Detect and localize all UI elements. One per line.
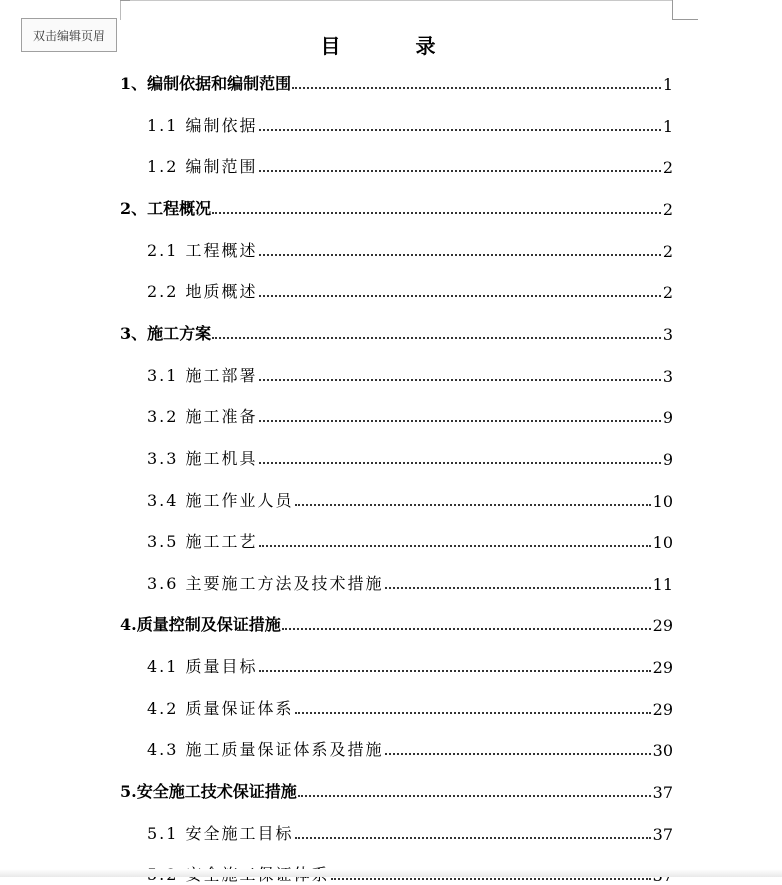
- toc-dot-leader: [298, 795, 651, 797]
- toc-dot-leader: [292, 87, 661, 89]
- toc-entry-label: 1.1 编制依据: [147, 116, 258, 135]
- toc-page-number: 2: [662, 283, 673, 302]
- toc-entry-label: 3.1 施工部署: [147, 366, 258, 385]
- toc-dot-leader: [259, 462, 661, 464]
- margin-corner-mark: [120, 0, 130, 1]
- toc-entry-label: 4.2 质量保证体系: [147, 699, 294, 718]
- margin-corner-mark: [120, 0, 121, 20]
- toc-page-number: 29: [652, 700, 673, 719]
- toc-subentry[interactable]: [147, 695, 673, 719]
- toc-subentry[interactable]: [147, 528, 673, 552]
- toc-title: 目 录: [320, 34, 470, 58]
- edit-header-button[interactable]: 双击编辑页眉: [21, 18, 117, 52]
- toc-dot-leader: [385, 753, 651, 755]
- page-top-border: [120, 0, 673, 1]
- toc-entry-label: 1、编制依据和编制范围: [120, 74, 292, 93]
- toc-subentry[interactable]: [147, 445, 673, 469]
- toc-subentry[interactable]: [147, 820, 673, 844]
- toc-heading-entry[interactable]: [120, 778, 673, 802]
- toc-entry-label: 2.2 地质概述: [147, 282, 258, 301]
- page-bottom-edge: [0, 869, 782, 877]
- toc-dot-leader: [259, 420, 661, 422]
- toc-heading-entry[interactable]: [120, 70, 673, 94]
- toc-entry-label: 5.1 安全施工目标: [147, 824, 294, 843]
- toc-page-number: 9: [662, 450, 673, 469]
- toc-dot-leader: [331, 878, 651, 880]
- toc-page-number: 37: [652, 783, 673, 802]
- toc-subentry[interactable]: [147, 153, 673, 177]
- toc-dot-leader: [259, 545, 651, 547]
- toc-entry-label: 3.5 施工工艺: [147, 532, 258, 551]
- toc-page-number: 2: [662, 242, 673, 261]
- toc-entry-label: 3.2 施工准备: [147, 407, 258, 426]
- toc-page-number: 29: [652, 658, 673, 677]
- toc-entry-label: 2.1 工程概述: [147, 241, 258, 260]
- toc-subentry[interactable]: [147, 487, 673, 511]
- toc-page-number: 3: [662, 367, 673, 386]
- toc-page-number: 30: [652, 741, 673, 760]
- toc-dot-leader: [212, 337, 661, 339]
- toc-subentry[interactable]: [147, 403, 673, 427]
- toc-page-number: 37: [652, 825, 673, 844]
- toc-dot-leader: [295, 504, 651, 506]
- toc-page-number: 11: [652, 575, 673, 594]
- toc-dot-leader: [212, 212, 661, 214]
- toc-entry-label: 4.质量控制及保证措施: [120, 615, 281, 634]
- toc-page-number: 29: [652, 616, 673, 635]
- toc-dot-leader: [259, 254, 661, 256]
- toc-entry-label: 3.3 施工机具: [147, 449, 258, 468]
- toc-dot-leader: [259, 670, 651, 672]
- toc-subentry[interactable]: [147, 653, 673, 677]
- toc-heading-entry[interactable]: [120, 195, 673, 219]
- toc-page-number: 10: [652, 492, 673, 511]
- toc-page-number: 1: [662, 117, 673, 136]
- toc-subentry[interactable]: [147, 237, 673, 261]
- toc-page-number: 9: [662, 408, 673, 427]
- toc-entry-label: 4.1 质量目标: [147, 657, 258, 676]
- margin-corner-mark: [672, 0, 673, 20]
- toc-page-number: 2: [662, 158, 673, 177]
- toc-dot-leader: [295, 837, 651, 839]
- toc-entry-label: 1.2 编制范围: [147, 157, 258, 176]
- toc-entry-label: 5.安全施工技术保证措施: [120, 782, 297, 801]
- toc-entry-label: 4.3 施工质量保证体系及措施: [147, 740, 384, 759]
- toc-entry-label: 3、施工方案: [120, 324, 212, 343]
- toc-subentry[interactable]: [147, 278, 673, 302]
- toc-dot-leader: [259, 379, 661, 381]
- toc-page-number: 10: [652, 533, 673, 552]
- toc-subentry[interactable]: [147, 112, 673, 136]
- toc-entry-label: 2、工程概况: [120, 199, 212, 218]
- toc-subentry[interactable]: [147, 362, 673, 386]
- toc-page-number: 1: [662, 75, 673, 94]
- toc-entry-label: 3.4 施工作业人员: [147, 491, 294, 510]
- toc-entry-label: 3.6 主要施工方法及技术措施: [147, 574, 384, 593]
- toc-dot-leader: [259, 295, 661, 297]
- toc-page-number: 3: [662, 325, 673, 344]
- toc-dot-leader: [259, 129, 661, 131]
- toc-dot-leader: [282, 628, 651, 630]
- toc-heading-entry[interactable]: [120, 611, 673, 635]
- margin-corner-mark: [672, 19, 698, 20]
- toc-dot-leader: [295, 712, 651, 714]
- toc-dot-leader: [259, 170, 661, 172]
- toc-dot-leader: [385, 587, 651, 589]
- toc-heading-entry[interactable]: [120, 320, 673, 344]
- toc-subentry[interactable]: [147, 736, 673, 760]
- toc-page-number: 2: [662, 200, 673, 219]
- toc-subentry[interactable]: [147, 570, 673, 594]
